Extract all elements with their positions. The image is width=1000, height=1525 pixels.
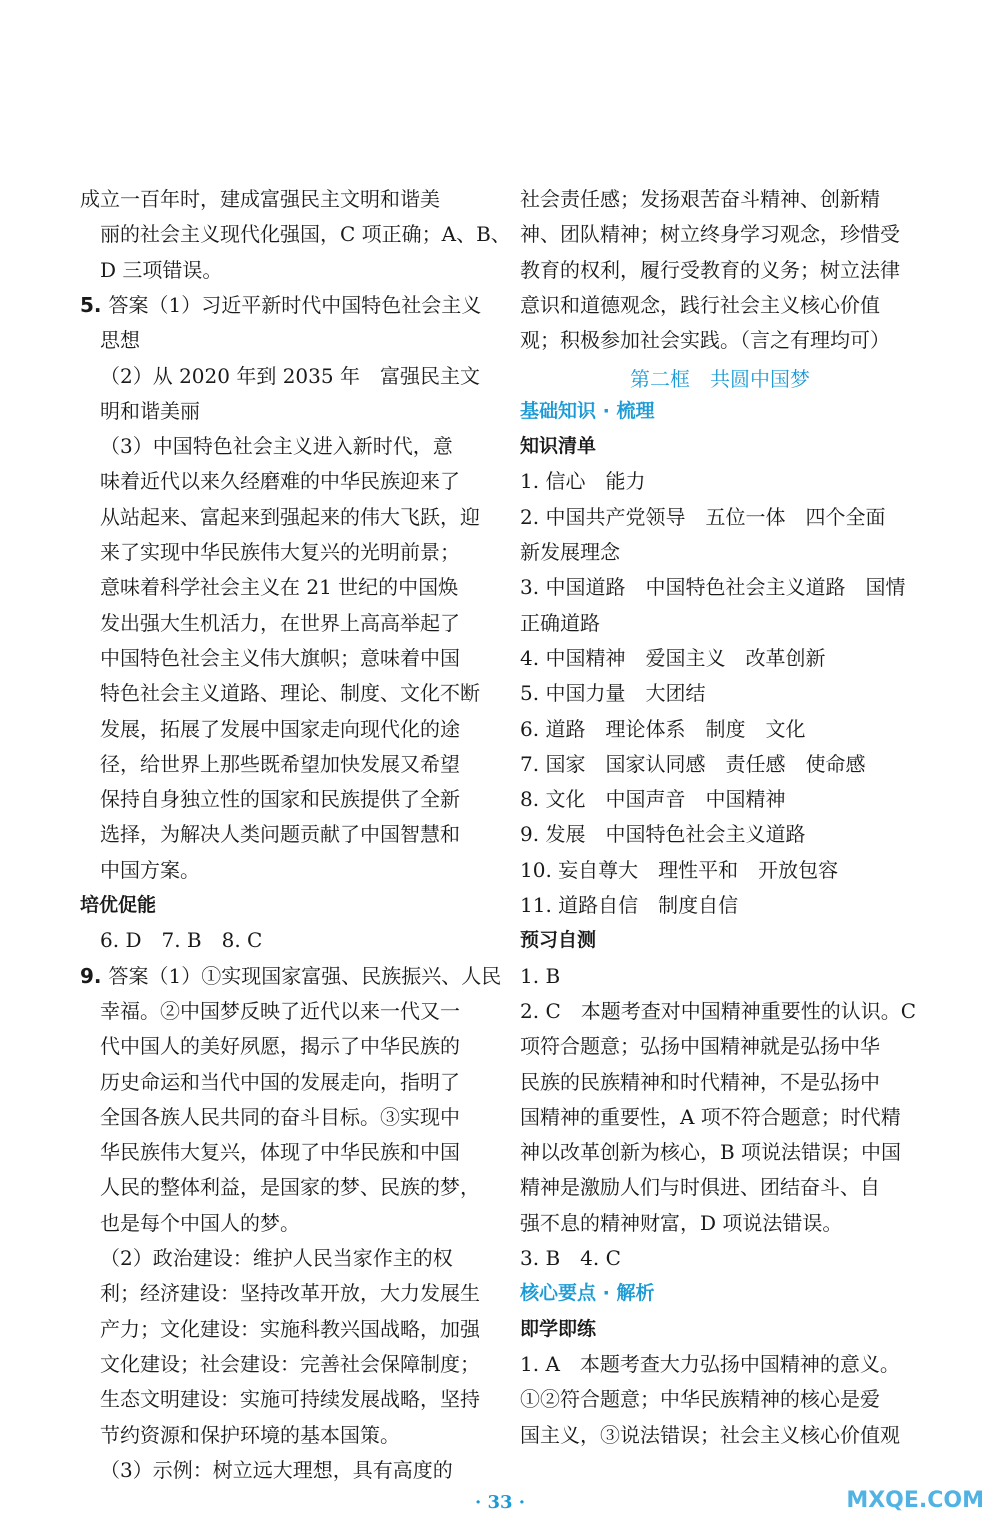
left-text-line: [80, 1174, 480, 1200]
right-text-line: 8. 文化 中国声音 中国精神: [520, 787, 786, 812]
left-text-line: [80, 927, 262, 953]
right-text-line: 10. 妄自尊大 理性平和 开放包容: [520, 857, 839, 882]
section-title: 第二框 共圆中国梦: [630, 366, 810, 391]
line-text: D 三项错误。: [100, 257, 223, 282]
right-text-line: 社会责任感；发扬艰苦奋斗精神、创新精: [520, 187, 880, 211]
line-text: 也是每个中国人的梦。: [100, 1210, 300, 1235]
line-text: 产力；文化建设：实施科教兴国战略，加强: [100, 1316, 480, 1341]
left-text-line: [80, 1457, 453, 1483]
line-text: 径，给世界上那些既希望加快发展又希望: [100, 751, 460, 776]
left-text-line: [80, 610, 460, 636]
line-text: 历史命运和当代中国的发展走向，指明了: [100, 1069, 460, 1094]
right-text-line: 1. 信心 能力: [520, 469, 646, 494]
right-text-line: 3. 中国道路 中国特色社会主义道路 国情: [520, 575, 906, 600]
line-text: （3）示例：树立远大理想，具有高度的: [100, 1457, 453, 1482]
left-text-line: [80, 892, 156, 918]
left-text-line: [80, 963, 501, 989]
left-text-line: [80, 1386, 480, 1412]
line-text: 发展，拓展了发展中国家走向现代化的途: [100, 716, 460, 741]
left-text-line: [80, 1316, 480, 1342]
right-text-line: 项符合题意；弘扬中国精神就是弘扬中华: [520, 1034, 880, 1059]
watermark-logo: MXQE.COM: [846, 1488, 984, 1513]
line-text: 全国各族人民共同的奋斗目标。③实现中: [100, 1104, 460, 1129]
right-text-line: 意识和道德观念，践行社会主义核心价值: [520, 292, 880, 317]
right-text-line: 强不息的精神财富，D 项说法错误。: [520, 1210, 843, 1235]
left-text-line: [80, 1280, 480, 1306]
left-text-line: [80, 1245, 453, 1271]
subsection-heading: 预习自测: [520, 929, 597, 952]
page-number: · 33 ·: [474, 1492, 526, 1513]
subsection-heading: 知识清单: [520, 435, 597, 458]
left-text-line: [80, 574, 458, 600]
line-text: 生态文明建设：实施可持续发展战略，坚持: [100, 1387, 480, 1412]
right-text-line: 3. B 4. C: [520, 1246, 621, 1270]
line-text: 发出强大生机活力，在世界上高高举起了: [100, 610, 460, 635]
line-text: 保持自身独立性的国家和民族提供了全新: [100, 787, 460, 812]
right-text-line: 1. B: [520, 963, 561, 988]
line-text: 丽的社会主义现代化强国，C 项正确；A、B、: [100, 222, 511, 247]
line-text: 意味着科学社会主义在 21 世纪的中国焕: [100, 575, 459, 600]
left-text-line: [80, 186, 440, 212]
left-text-line: [80, 1422, 400, 1448]
line-text: 答案（1）①实现国家富强、民族振兴、人民: [108, 963, 502, 988]
line-text: 中国特色社会主义伟大旗帜；意味着中国: [100, 645, 460, 670]
right-text-line: 民族的民族精神和时代精神，不是弘扬中: [520, 1069, 880, 1094]
line-text: 利；经济建设：坚持改革开放，大力发展生: [100, 1281, 480, 1306]
left-text-line: [80, 468, 460, 494]
right-text-line: 新发展理念: [520, 540, 620, 564]
line-text: 思想: [100, 328, 140, 353]
left-text-line: [80, 1351, 480, 1377]
line-text: 幸福。②中国梦反映了近代以来一代又一: [100, 998, 460, 1023]
left-text-line: [80, 857, 200, 883]
right-text-line: 精神是激励人们与时俱进、团结奋斗、自: [520, 1175, 880, 1200]
line-text: 人民的整体利益，是国家的梦、民族的梦，: [100, 1175, 480, 1200]
left-text-line: [80, 433, 453, 459]
line-text: 从站起来、富起来到强起来的伟大飞跃，迎: [100, 504, 480, 529]
line-text: 选择，为解决人类问题贡献了中国智慧和: [100, 822, 460, 847]
left-text-line: [80, 1104, 460, 1130]
left-text-line: [80, 1069, 460, 1095]
line-text: 代中国人的美好夙愿，揭示了中华民族的: [100, 1034, 460, 1059]
right-text-line: 国主义，③说法错误；社会主义核心价值观: [520, 1422, 900, 1447]
right-text-line: 2. C 本题考查对中国精神重要性的认识。C: [520, 998, 917, 1023]
line-text: 中国方案。: [100, 857, 200, 882]
right-text-line: 9. 发展 中国特色社会主义道路: [520, 822, 806, 847]
left-text-line: [80, 1210, 300, 1236]
line-text: 特色社会主义道路、理论、制度、文化不断: [100, 681, 480, 706]
line-text: 成立一百年时，建成富强民主文明和谐美: [80, 187, 440, 211]
right-text-line: 2. 中国共产党领导 五位一体 四个全面: [520, 504, 886, 529]
line-text: 节约资源和保护环境的基本国策。: [100, 1422, 400, 1447]
right-text-line: 1. A 本题考查大力弘扬中国精神的意义。: [520, 1351, 900, 1376]
section-heading: 核心要点 · 解析: [520, 1282, 655, 1305]
left-text-line: [80, 257, 222, 283]
left-text-line: [80, 716, 460, 742]
left-text-line: [80, 680, 480, 706]
right-text-line: 6. 道路 理论体系 制度 文化: [520, 716, 806, 741]
line-text: 答案（1）习近平新时代中国特色社会主义: [108, 292, 482, 317]
left-text-line: [80, 821, 460, 847]
question-number: 9.: [80, 963, 109, 988]
right-text-line: 7. 国家 国家认同感 责任感 使命感: [520, 751, 866, 776]
right-text-line: 神以改革创新为核心，B 项说法错误；中国: [520, 1140, 902, 1165]
right-text-line: 观；积极参加社会实践。（言之有理均可）: [520, 328, 890, 353]
left-text-line: [80, 539, 460, 565]
line-text: 来了实现中华民族伟大复兴的光明前景；: [100, 540, 460, 564]
left-text-line: [80, 645, 460, 671]
left-text-line: [80, 751, 460, 777]
right-text-line: 正确道路: [520, 610, 600, 635]
right-text-line: 神、团队精神；树立终身学习观念，珍惜受: [520, 222, 900, 247]
left-text-line: [80, 221, 511, 247]
left-text-line: [80, 504, 480, 530]
left-text-line: [80, 327, 140, 353]
left-text-line: [80, 363, 480, 389]
line-text: 培优促能: [80, 894, 157, 916]
right-text-line: 国精神的重要性，A 项不符合题意；时代精: [520, 1104, 901, 1129]
line-text: （2）政治建设：维护人民当家作主的权: [100, 1246, 453, 1270]
line-text: （2）从 2020 年到 2035 年 富强民主文: [100, 363, 480, 388]
line-text: 味着近代以来久经磨难的中华民族迎来了: [100, 469, 460, 494]
left-text-line: [80, 786, 460, 812]
right-text-line: 4. 中国精神 爱国主义 改革创新: [520, 645, 826, 670]
right-text-line: 5. 中国力量 大团结: [520, 681, 706, 706]
line-text: （3）中国特色社会主义进入新时代，意: [100, 434, 453, 459]
line-text: 文化建设；社会建设：完善社会保障制度；: [100, 1351, 480, 1376]
left-text-line: [80, 398, 200, 424]
subsection-heading: 即学即练: [520, 1317, 597, 1340]
question-number: 5.: [80, 292, 109, 317]
right-text-line: ①②符合题意；中华民族精神的核心是爱: [520, 1387, 880, 1412]
section-heading: 基础知识 · 梳理: [520, 399, 655, 422]
line-text: 华民族伟大复兴，体现了中华民族和中国: [100, 1140, 460, 1165]
right-text-line: 11. 道路自信 制度自信: [520, 893, 739, 917]
right-text-line: 教育的权利，履行受教育的义务；树立法律: [520, 257, 900, 282]
line-text: 明和谐美丽: [100, 398, 200, 423]
left-text-line: [80, 1139, 460, 1165]
left-text-line: [80, 998, 460, 1024]
line-text: 6. D 7. B 8. C: [100, 928, 263, 953]
left-text-line: [80, 1033, 460, 1059]
left-text-line: [80, 292, 481, 318]
